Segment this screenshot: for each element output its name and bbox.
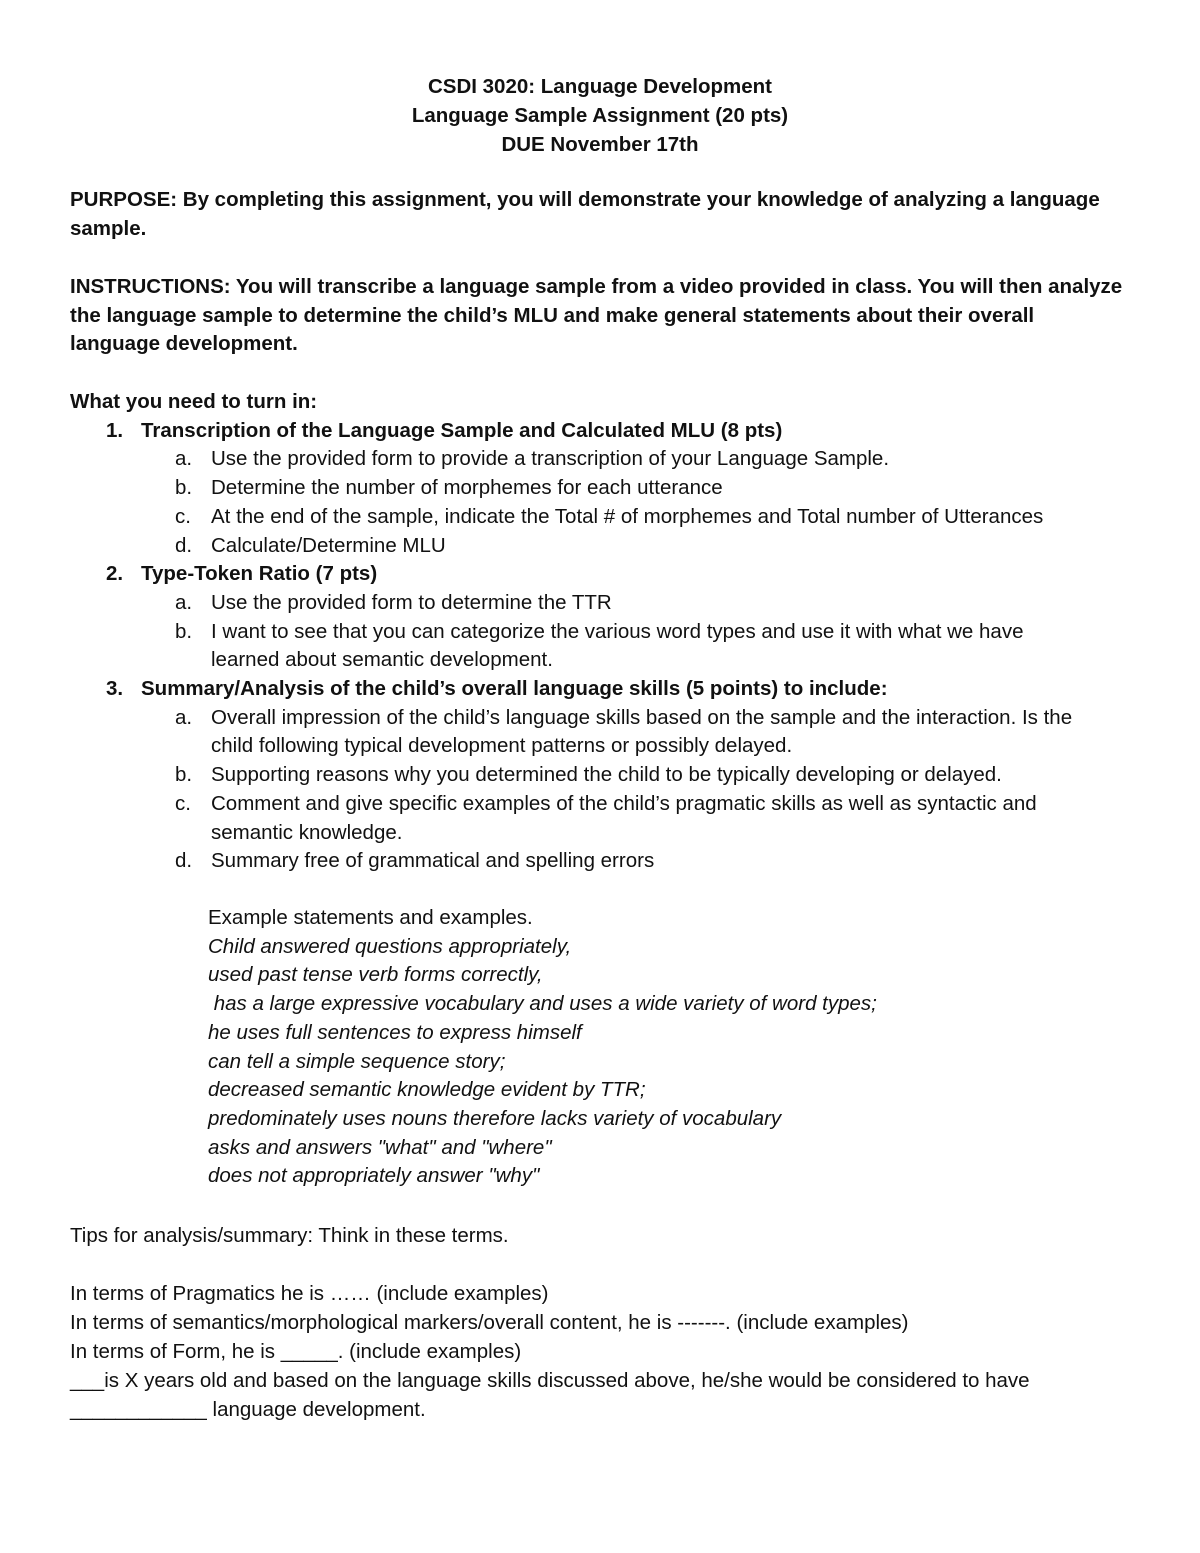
example-line: used past tense verb forms correctly, bbox=[208, 963, 543, 987]
example-heading: Example statements and examples. bbox=[208, 906, 533, 929]
sub-item-letter: b. bbox=[175, 476, 193, 500]
sub-item bbox=[70, 790, 1140, 847]
list-item-label: Transcription of the Language Sample and Calculated MLU (8 pts) bbox=[141, 418, 783, 442]
sub-item-letter: a. bbox=[175, 705, 193, 729]
sub-item bbox=[70, 503, 1140, 532]
instructions-line: the language sample to determine the child’s MLU and make general statements about their overall bbox=[70, 303, 1035, 327]
list-item-number: 2. bbox=[106, 562, 124, 586]
course-title: CSDI 3020: Language Development bbox=[427, 75, 773, 98]
sub-item-letter: c. bbox=[175, 504, 191, 528]
sub-item-text: Use the provided form to provide a transcription of your Language Sample. bbox=[211, 447, 890, 471]
sub-item-letter: d. bbox=[175, 849, 193, 873]
tips-line: ____________ language development. bbox=[70, 1398, 426, 1421]
example-line: can tell a simple sequence story; bbox=[208, 1049, 506, 1073]
sub-item-letter: a. bbox=[175, 447, 193, 471]
tips-line: In terms of Pragmatics he is …… (include examples) bbox=[70, 1282, 549, 1305]
sub-item-text: Supporting reasons why you determined the child to be typically developing or delayed. bbox=[211, 763, 1002, 787]
sub-item-letter: b. bbox=[175, 619, 193, 643]
example-line: asks and answers "what" and "where" bbox=[208, 1135, 552, 1159]
sub-item-text: Summary free of grammatical and spelling errors bbox=[211, 849, 655, 873]
instructions-line: INSTRUCTIONS: You will transcribe a language sample from a video provided in class. You will then analyze bbox=[70, 275, 1123, 298]
sub-item-letter: c. bbox=[175, 791, 191, 815]
list-item-number: 1. bbox=[106, 418, 124, 442]
sub-item-letter: b. bbox=[175, 763, 193, 787]
sub-item-letter: d. bbox=[175, 533, 193, 557]
tips-heading: Tips for analysis/summary: Think in these terms. bbox=[70, 1224, 509, 1247]
sub-item bbox=[70, 704, 1140, 761]
sub-item-text: Comment and give specific examples of the child’s pragmatic skills as well as syntactic and bbox=[211, 791, 1037, 815]
sub-item bbox=[70, 474, 1140, 503]
example-line: decreased semantic knowledge evident by TTR; bbox=[208, 1078, 646, 1102]
example-line: has a large expressive vocabulary and uses a wide variety of word types; bbox=[208, 992, 877, 1016]
sub-item-text: Determine the number of morphemes for each utterance bbox=[211, 476, 723, 500]
sub-item-text: I want to see that you can categorize the various word types and use it with what we have bbox=[211, 619, 1024, 643]
sub-item-text: Overall impression of the child’s language skills based on the sample and the interaction. Is the bbox=[211, 705, 1073, 729]
due-date: DUE November 17th bbox=[501, 133, 699, 156]
tips-list bbox=[70, 1279, 1150, 1424]
sub-item bbox=[70, 847, 1140, 876]
example-line: does not appropriately answer "why" bbox=[208, 1164, 540, 1188]
list-item-label: Type-Token Ratio (7 pts) bbox=[141, 562, 378, 586]
turn-in-list bbox=[70, 388, 1140, 876]
sub-item-text: semantic knowledge. bbox=[211, 820, 403, 844]
tips-line: In terms of semantics/morphological markers/overall content, he is -------. (include examples) bbox=[70, 1311, 909, 1334]
document-header bbox=[0, 72, 1200, 159]
purpose-line: PURPOSE: By completing this assignment, you will demonstrate your knowledge of analyzing a language bbox=[70, 188, 1100, 211]
example-statements bbox=[208, 904, 1108, 1191]
sub-item bbox=[70, 761, 1140, 790]
sub-item bbox=[70, 618, 1140, 675]
list-item bbox=[70, 417, 1140, 446]
example-line: Child answered questions appropriately, bbox=[208, 934, 572, 958]
list-item bbox=[70, 560, 1140, 589]
instructions-paragraph bbox=[70, 273, 1130, 359]
purpose-paragraph bbox=[70, 186, 1130, 243]
sub-item bbox=[70, 532, 1140, 561]
sub-item-text: At the end of the sample, indicate the Total # of morphemes and Total number of Utterances bbox=[211, 504, 1044, 528]
list-item-label: Summary/Analysis of the child’s overall language skills (5 points) to include: bbox=[141, 677, 888, 701]
tips-line: In terms of Form, he is _____. (include examples) bbox=[70, 1340, 522, 1363]
example-line: predominately uses nouns therefore lacks variety of vocabulary bbox=[208, 1106, 782, 1130]
sub-item bbox=[70, 445, 1140, 474]
instructions-line: language development. bbox=[70, 332, 298, 355]
list-item-number: 3. bbox=[106, 677, 124, 701]
assignment-title: Language Sample Assignment (20 pts) bbox=[411, 104, 789, 127]
example-line: he uses full sentences to express himself bbox=[208, 1020, 582, 1044]
tips-line: ___is X years old and based on the language skills discussed above, he/she would be considered to have bbox=[70, 1369, 1030, 1392]
sub-item-text: Calculate/Determine MLU bbox=[211, 533, 446, 557]
sub-item-text: Use the provided form to determine the TTR bbox=[211, 590, 612, 614]
sub-item-text: child following typical development patterns or possibly delayed. bbox=[211, 734, 793, 758]
list-item bbox=[70, 675, 1140, 704]
sub-item-letter: a. bbox=[175, 590, 193, 614]
turn-in-heading: What you need to turn in: bbox=[70, 390, 318, 413]
purpose-line: sample. bbox=[70, 216, 147, 240]
sub-item-text: learned about semantic development. bbox=[211, 648, 553, 672]
sub-item bbox=[70, 589, 1140, 618]
